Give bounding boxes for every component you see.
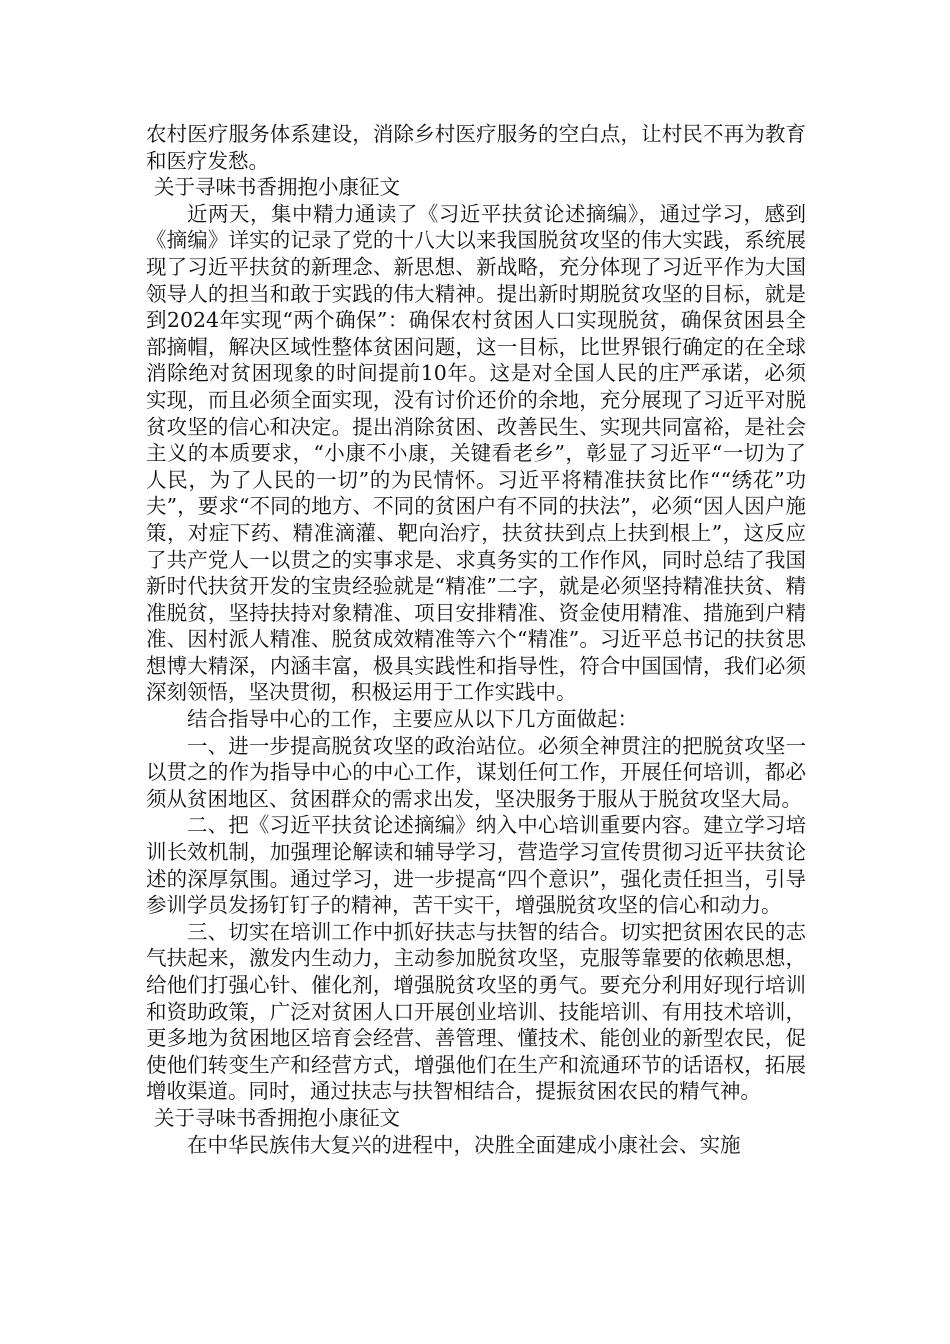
document-page <box>146 121 806 1158</box>
section-heading-2: 关于寻味书香拥抱小康征文 <box>154 1105 400 1130</box>
paragraph-point-1: 一、进一步提高脱贫攻坚的政治站位。必须全神贯注的把脱贫攻坚一以贯之的作为指导中心的中心工作，谋划任何工作，开展任何培训，都必须从贫困地区、贫困群众的需求出发，坚决服务于服从于脱贫攻坚大局。 <box>146 733 806 811</box>
paragraph-point-2: 二、把《习近平扶贫论述摘编》纳入中心培训重要内容。建立学习培训长效机制，加强理论解读和辅导学习，营造学习宣传贯彻习近平扶贫论述的深厚氛围。通过学习，进一步提高“四个意识”，强化责任担当，引导参训学员发扬钉钉子的精神，苦干实干，增强脱贫攻坚的信心和动力。 <box>146 813 806 918</box>
paragraph-body-3: 在中华民族伟大复兴的进程中，决胜全面建成小康社会、实施 <box>187 1132 741 1157</box>
section-heading-1: 关于寻味书香拥抱小康征文 <box>154 175 400 200</box>
paragraph-intro: 农村医疗服务体系建设，消除乡村医疗服务的空白点，让村民不再为教育和医疗发愁。 <box>146 122 806 173</box>
paragraph-point-3: 三、切实在培训工作中抓好扶志与扶智的结合。切实把贫困农民的志气扶起来，激发内生动力，主动参加脱贫攻坚，克服等靠要的依赖思想，给他们打强心针、催化剂，增强脱贫攻坚的勇气。要充分利用好现行培训和资助政策，广泛对贫困人口开展创业培训、技能培训、有用技术培训，更多地为贫困地区培育会经营、善管理、懂技术、能创业的新型农民，促使他们转变生产和经营方式，增强他们在生产和流通环节的话语权，拓展增收渠道。同时，通过扶志与扶智相结合，提振贫困农民的精气神。 <box>146 919 806 1104</box>
paragraph-body-1: 近两天，集中精力通读了《习近平扶贫论述摘编》，通过学习，感到《摘编》详实的记录了党的十八大以来我国脱贫攻坚的伟大实践，系统展现了习近平扶贫的新理念、新思想、新战略，充分体现了习近平作为大国领导人的担当和敢于实践的伟大精神。提出新时期脱贫攻坚的目标，就是到2024年实现“两个确保”：确保农村贫困人口实现脱贫，确保贫困县全部摘帽，解决区域性整体贫困问题，这一目标，比世界银行确定的在全球消除绝对贫困现象的时间提前10年。这是对全国人民的庄严承诺，必须实现，而且必须全面实现，没有讨价还价的余地，充分展现了习近平对脱贫攻坚的信心和决定。提出消除贫困、改善民生、实现共同富裕，是社会主义的本质要求，“小康不小康，关键看老乡”，彰显了习近平“一切为了人民，为了人民的一切”的为民情怀。习近平将精准扶贫比作““绣花”功夫”，要求“不同的地方、不同的贫困户有不同的扶法”，必须“因人因户施策，对症下药、精准滴灌、靶向治疗，扶贫扶到点上扶到根上”，这反应了共产党人一以贯之的实事求是、求真务实的工作作风，同时总结了我国新时代扶贫开发的宝贵经验就是“精准”二字，就是必须坚持精准扶贫、精准脱贫，坚持扶持对象精准、项目安排精准、资金使用精准、措施到户精准、因村派人精准、脱贫成效精准等六个“精准”。习近平总书记的扶贫思想博大精深，内涵丰富，极具实践性和指导性，符合中国国情，我们必须深刻领悟，坚决贯彻，积极运用于工作实践中。 <box>146 201 806 705</box>
paragraph-body-2: 结合指导中心的工作，主要应从以下几方面做起： <box>187 707 638 732</box>
